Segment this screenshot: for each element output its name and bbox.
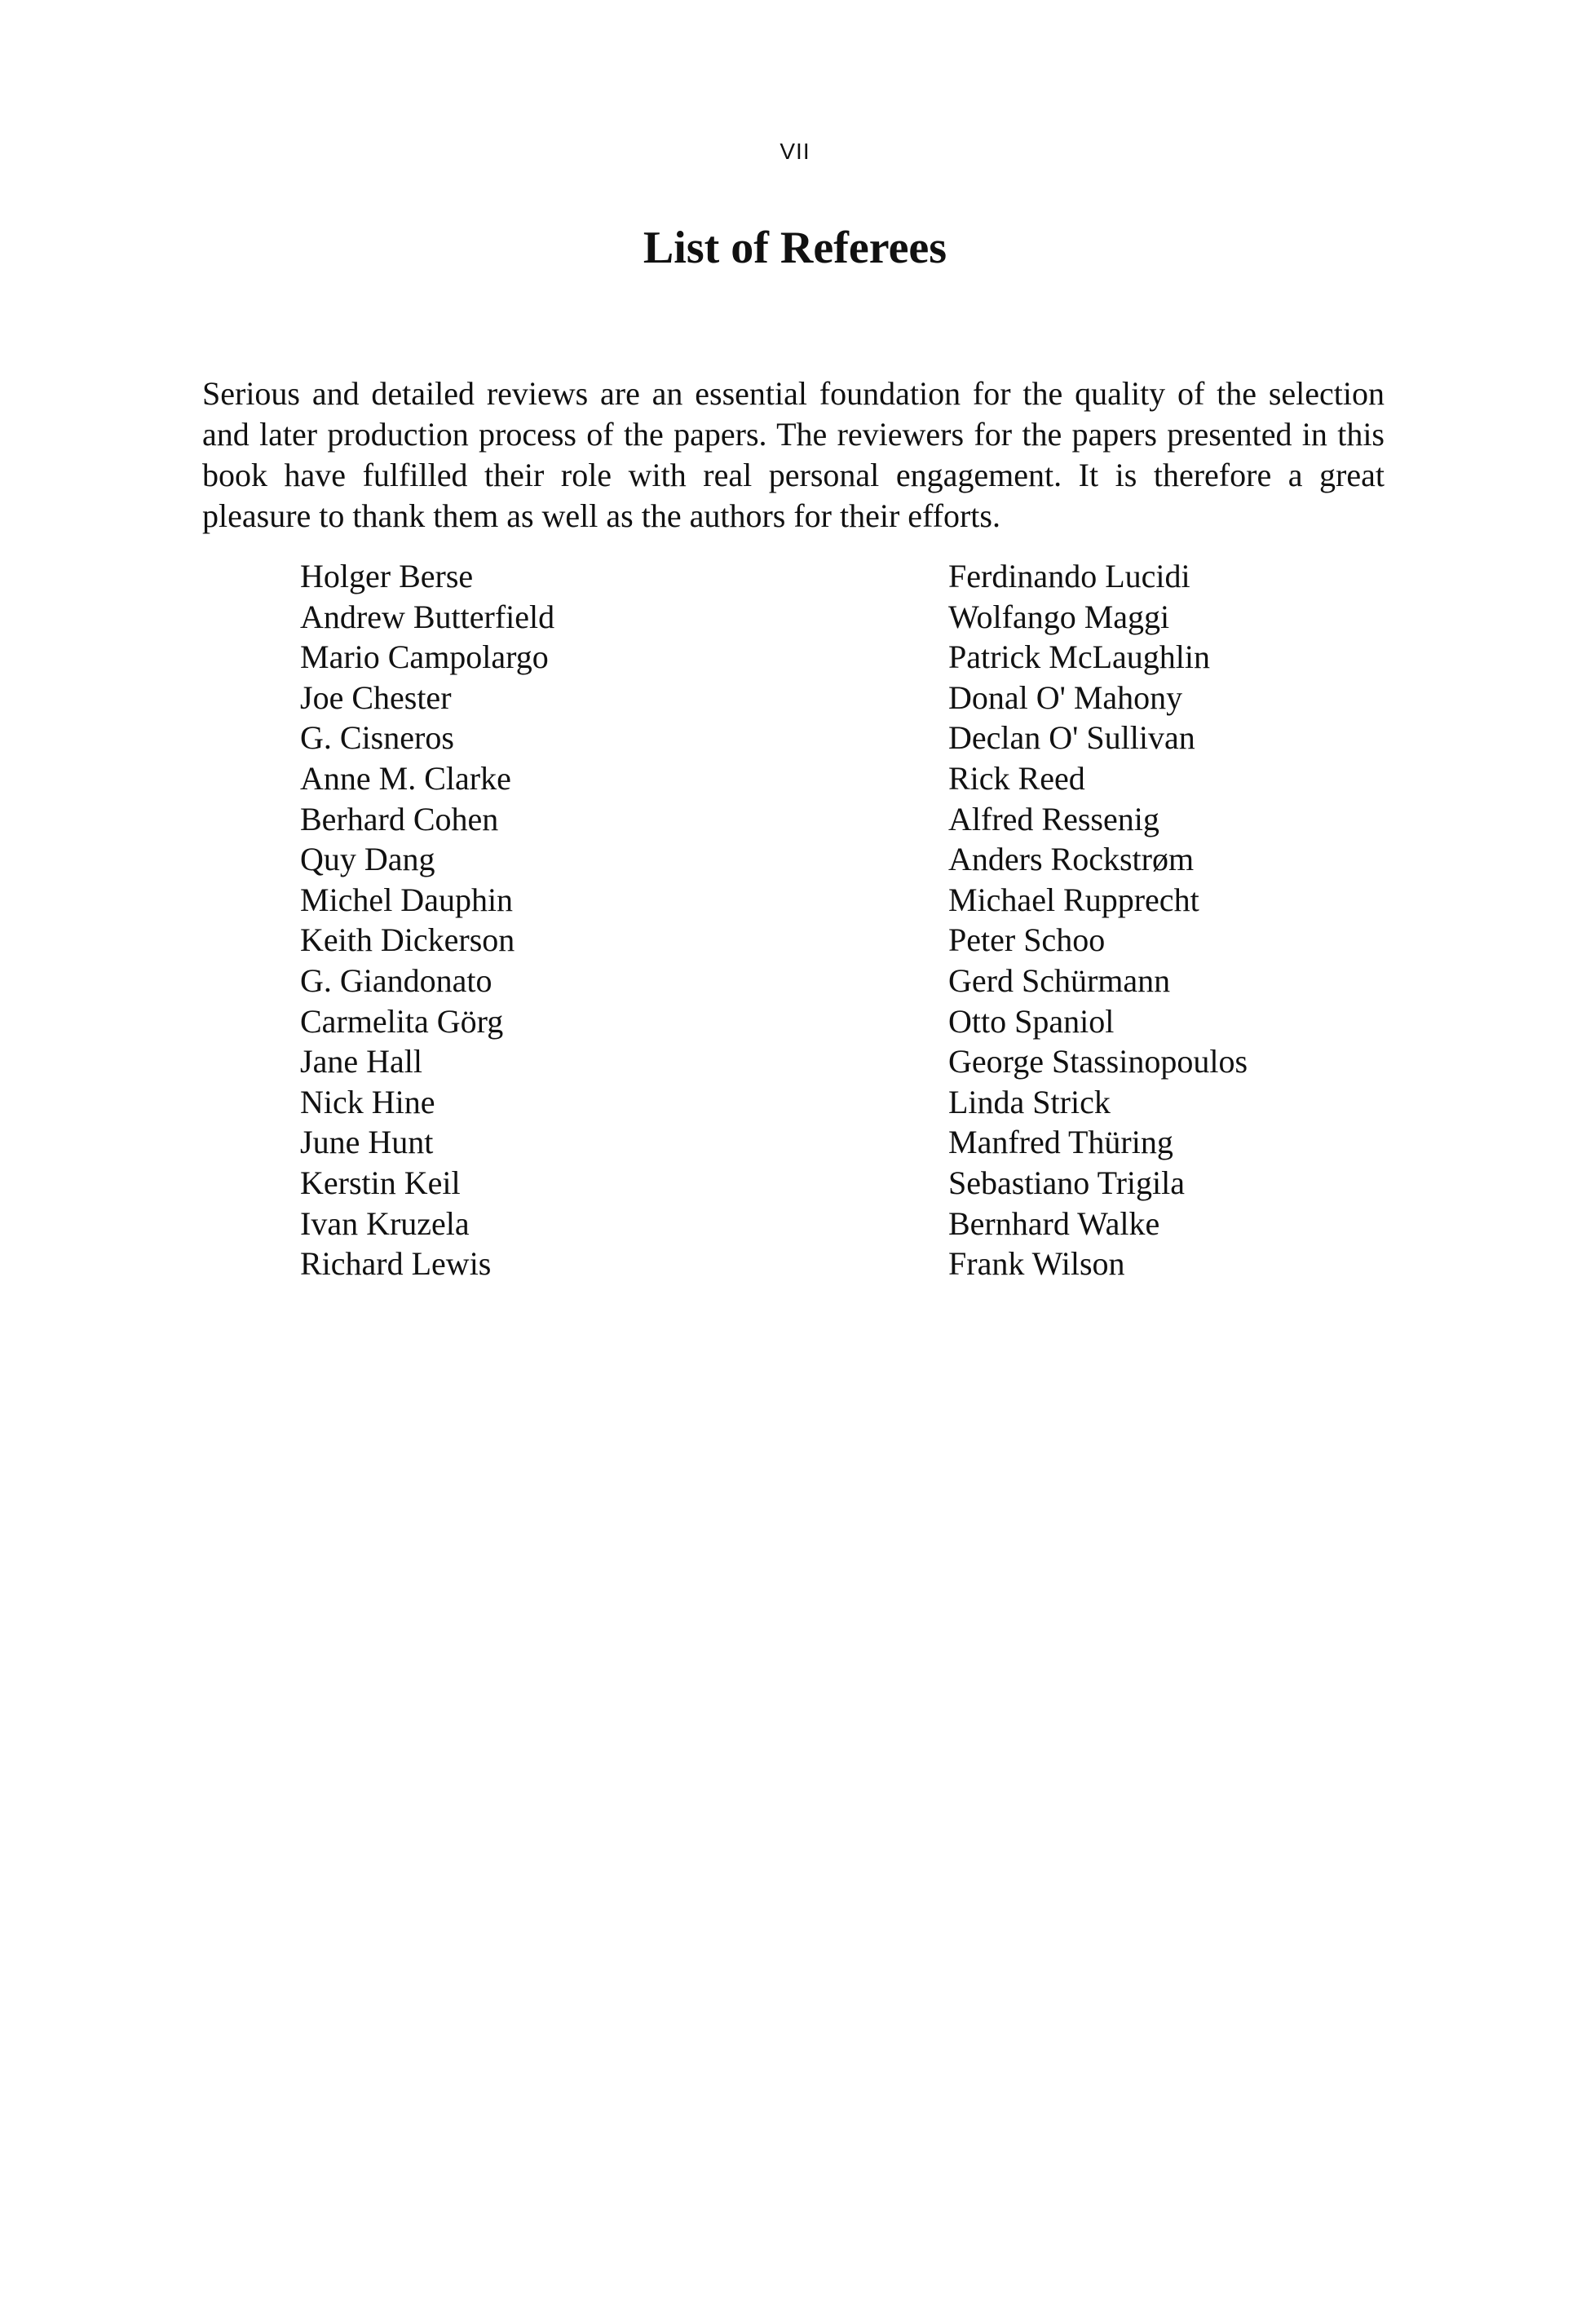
referee-name: Wolfango Maggi [948,598,1170,635]
referee-name: George Stassinopoulos [948,1043,1248,1080]
referee-name: Nick Hine [300,1083,435,1120]
referee-name: Rick Reed [948,759,1085,797]
referee-name: Anne M. Clarke [300,759,511,797]
referee-name: Manfred Thüring [948,1124,1173,1161]
referee-name: Mario Campolargo [300,638,549,676]
referee-name: Peter Schoo [948,921,1106,959]
referee-name: Ivan Kruzela [300,1204,470,1242]
referee-name: Alfred Ressenig [948,800,1159,837]
referee-name: Anders Rockstrøm [948,841,1195,878]
referee-name: Patrick McLaughlin [948,638,1211,676]
referee-name: Keith Dickerson [300,921,515,959]
page-title: List of Referees [643,223,947,273]
referee-name: G. Giandonato [300,961,492,999]
referee-name: Andrew Butterfield [300,598,555,635]
page-number: VII [780,139,810,164]
referee-list-right [948,556,1519,1284]
referee-name: Joe Chester [300,678,452,716]
referee-name: Berhard Cohen [300,800,499,837]
referee-name: Carmelita Görg [300,1002,504,1040]
referee-name: G. Cisneros [300,719,454,757]
referee-name: Michael Rupprecht [948,881,1199,918]
referee-name: Gerd Schürmann [948,961,1171,999]
referee-name: Donal O' Mahony [948,678,1183,716]
referee-name: Jane Hall [300,1043,422,1080]
referee-name: Declan O' Sullivan [948,719,1195,757]
referee-name: Frank Wilson [948,1245,1125,1283]
intro-paragraph: Serious and detailed reviews are an essential foundation for the quality of the selection and later production process of the papers. The reviewers for the papers presented in this book have fulfilled their role with real personal engagement. It is therefore a great pleasure to thank them as well as the authors for their efforts. [202,375,1385,534]
referee-name: Bernhard Walke [948,1204,1160,1242]
referee-name: Otto Spaniol [948,1002,1115,1040]
referee-name: June Hunt [300,1124,434,1161]
referee-name: Kerstin Keil [300,1164,461,1201]
referee-name: Linda Strick [948,1083,1111,1120]
referee-name: Sebastiano Trigila [948,1164,1186,1201]
referee-name: Richard Lewis [300,1245,492,1283]
referee-name: Ferdinando Lucidi [948,558,1190,594]
referee-name: Holger Berse [300,558,474,594]
referee-name: Michel Dauphin [300,881,514,918]
referee-list-left [300,556,871,1284]
referee-name: Quy Dang [300,841,435,878]
